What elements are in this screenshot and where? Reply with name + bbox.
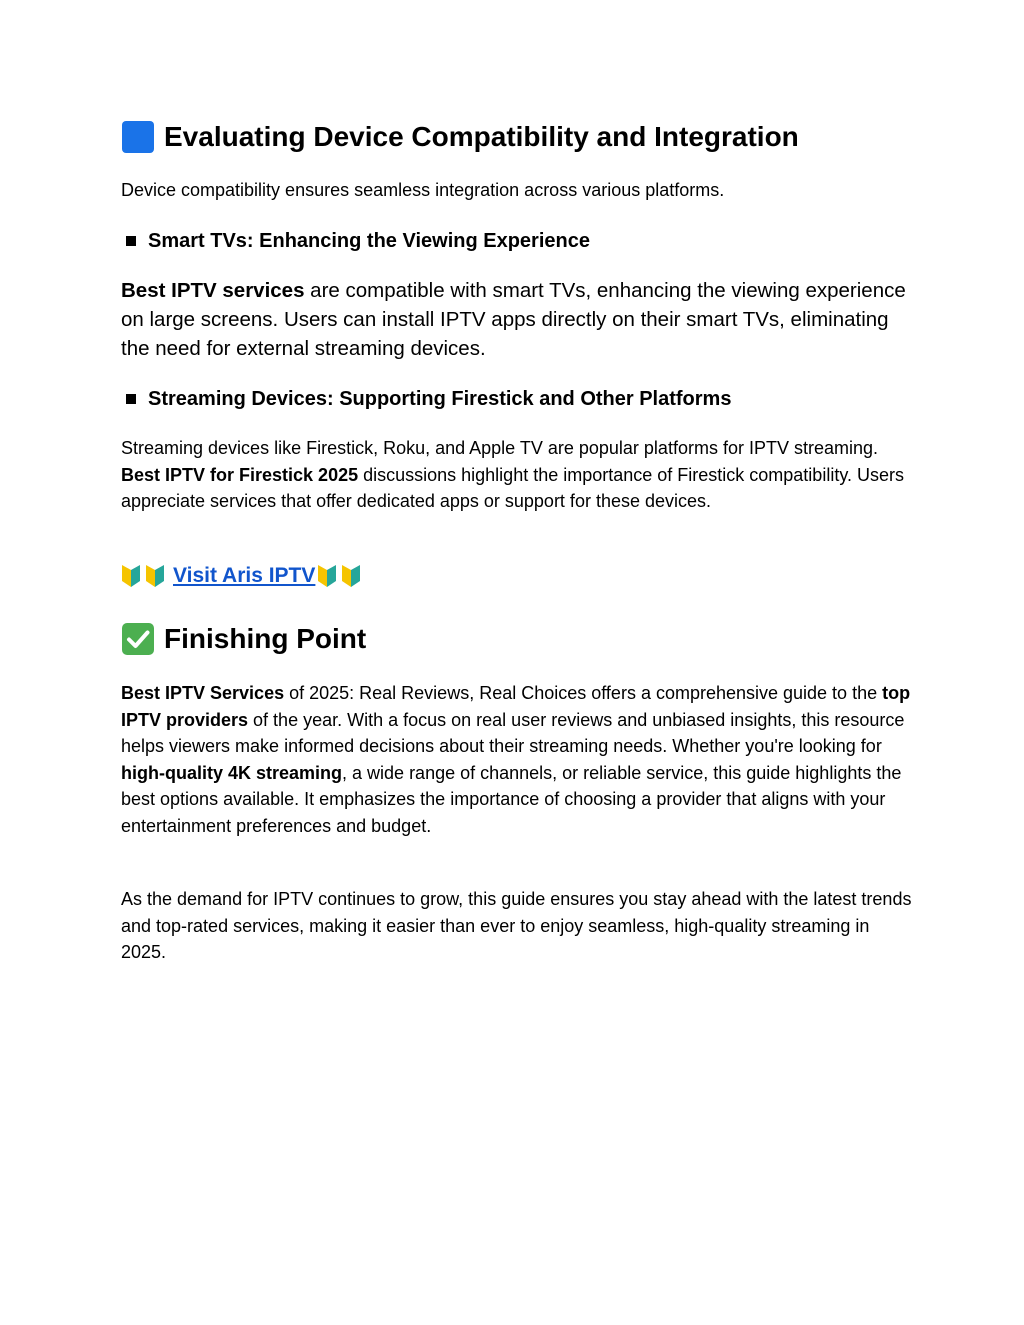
section-heading-finishing-point — [121, 622, 914, 656]
paragraph-text: of the year. With a focus on real user reviews and unbiased insights, this resource helps viewers make informed decisions about their streaming needs. Whether you're looking for — [121, 709, 905, 757]
paragraph-text: , a wide range of channels, or reliable service, this guide highlights the best options available. It emphasizes the importance of choosing a provider that aligns with your entertainment preferences and budget. — [121, 762, 902, 836]
beginner-symbol-icon — [145, 564, 165, 588]
square-bullet-icon — [126, 394, 136, 404]
beginner-symbol-icon — [341, 564, 361, 588]
paragraph-text: of 2025: Real Reviews, Real Choices offers a comprehensive guide to the — [284, 683, 883, 703]
paragraph-text: are compatible with smart TVs, enhancing the viewing experience on large screens. Users can install IPTV apps directly on their smart TVs, eliminating the need for external streaming devices. — [121, 279, 906, 360]
section-heading-device-compatibility — [121, 120, 914, 154]
blue-square-icon — [121, 120, 155, 154]
bold-text: high-quality 4K streaming — [121, 762, 343, 783]
paragraph-text: Streaming devices like Firestick, Roku, and Apple TV are popular platforms for IPTV streaming. — [121, 438, 878, 458]
intro-paragraph: Device compatibility ensures seamless integration across various platforms. — [121, 180, 725, 200]
subheading-text: Smart TVs: Enhancing the Viewing Experience — [148, 230, 590, 252]
subheading-text: Streaming Devices: Supporting Firestick and Other Platforms — [148, 388, 732, 410]
subheading-streaming-devices — [121, 386, 914, 412]
square-bullet-icon — [126, 236, 136, 246]
beginner-symbol-icon — [317, 564, 337, 588]
paragraph-text: discussions highlight the importance of Firestick compatibility. Users appreciate services that offer dedicated apps or support for these devices. — [121, 464, 904, 511]
finishing-paragraph-2: As the demand for IPTV continues to grow, this guide ensures you stay ahead with the latest trends and top-rated services, making it easier than ever to enjoy seamless, high-quality streaming in 2025. — [121, 889, 912, 963]
bold-text: Best IPTV services — [121, 279, 305, 302]
streaming-devices-paragraph — [121, 435, 912, 515]
bold-text: Best IPTV Services — [121, 683, 285, 703]
subheading-smart-tvs — [121, 228, 914, 254]
check-mark-button-icon — [121, 622, 155, 656]
smart-tvs-paragraph — [121, 276, 906, 363]
visit-aris-iptv-link[interactable]: Visit Aris IPTV — [173, 564, 316, 587]
section-heading-text: Finishing Point — [164, 623, 367, 654]
bold-text: Best IPTV for Firestick 2025 — [121, 464, 359, 485]
beginner-symbol-icon — [121, 564, 141, 588]
bold-text: top IPTV providers — [121, 683, 911, 730]
visit-link-row — [121, 561, 365, 591]
finishing-paragraph-1 — [121, 680, 912, 840]
section-heading-text: Evaluating Device Compatibility and Integration — [164, 121, 799, 152]
